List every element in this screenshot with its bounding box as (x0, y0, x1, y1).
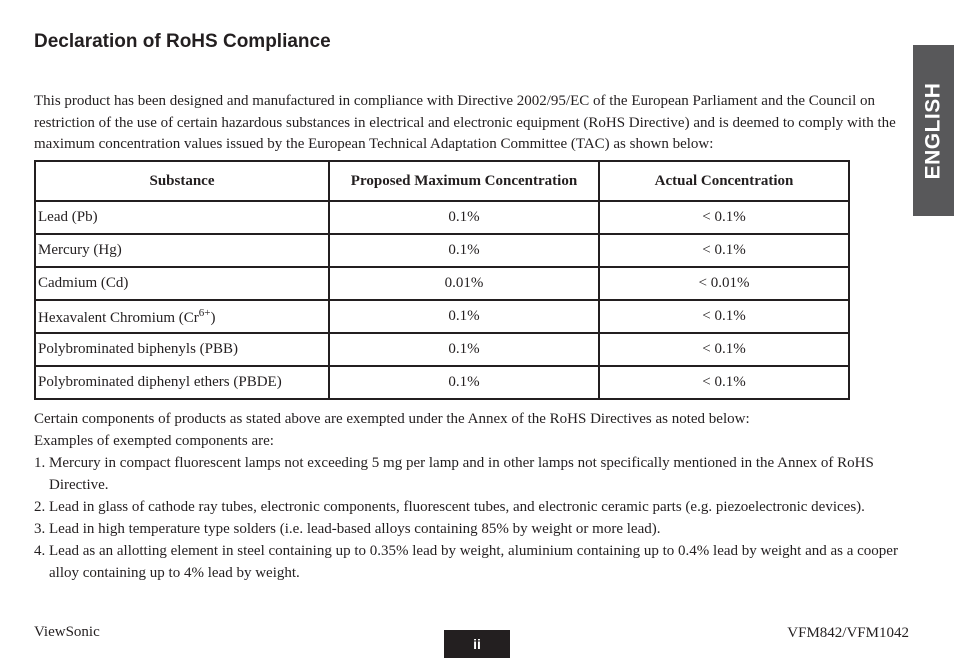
table-row (35, 267, 849, 300)
proposed-cell: 0.1% (329, 300, 599, 333)
notes-line: Examples of exempted components are: (34, 433, 274, 449)
exemption-list (34, 452, 924, 584)
list-item: 1. Mercury in compact fluorescent lamps not exceeding 5 mg per lamp and in other lamps not specifically mentioned in the Annex of RoHS Directive. (34, 455, 874, 493)
substance-cell (35, 300, 329, 333)
rohs-table (34, 160, 850, 400)
table-row (35, 366, 849, 399)
proposed-cell: 0.1% (329, 201, 599, 234)
footer-brand: ViewSonic (34, 624, 100, 640)
table-row (35, 333, 849, 366)
substance-cell: Cadmium (Cd) (35, 267, 329, 300)
actual-cell: < 0.1% (599, 300, 849, 333)
actual-cell: < 0.1% (599, 366, 849, 399)
substance-cell: Lead (Pb) (35, 201, 329, 234)
header-actual: Actual Concentration (599, 161, 849, 201)
table-row (35, 300, 849, 333)
language-tab (913, 45, 954, 216)
list-item: 3. Lead in high temperature type solders (i.e. lead-based alloys containing 85% by weight or more lead). (34, 521, 661, 537)
actual-cell: < 0.1% (599, 333, 849, 366)
page-number: ii (444, 630, 510, 658)
header-substance: Substance (35, 161, 329, 201)
language-tab-label: ENGLISH (921, 82, 945, 179)
header-proposed: Proposed Maximum Concentration (329, 161, 599, 201)
notes-line: Certain components of products as stated above are exempted under the Annex of the RoHS Directives as noted below: (34, 411, 750, 427)
actual-cell: < 0.1% (599, 234, 849, 267)
exemption-notes (34, 408, 924, 584)
substance-cell: Polybrominated diphenyl ethers (PBDE) (35, 366, 329, 399)
substance-suffix: ) (210, 309, 216, 326)
table-row (35, 234, 849, 267)
substance-cell: Mercury (Hg) (35, 234, 329, 267)
table-row (35, 201, 849, 234)
actual-cell: < 0.01% (599, 267, 849, 300)
footer-model: VFM842/VFM1042 (787, 625, 909, 641)
list-item: 4. Lead as an allotting element in steel containing up to 0.35% lead by weight, aluminium containing up to 0.4% lead by weight and as a cooper alloy containing up to 4% lead by weight. (34, 543, 898, 581)
page-title: Declaration of RoHS Compliance (34, 31, 331, 52)
list-item: 2. Lead in glass of cathode ray tubes, electronic components, fluorescent tubes, and electronic ceramic parts (e.g. piezoelectronic devices). (34, 499, 865, 515)
intro-paragraph: This product has been designed and manufactured in compliance with Directive 2002/95/EC of the European Parliament and the Council on restriction of the use of certain hazardous substances in electrical and electronic equipment (RoHS Directive) and is deemed to comply with the maximum concentration values issued by the European Technical Adaptation Committee (TAC) as shown below: (34, 93, 896, 152)
actual-cell: < 0.1% (599, 201, 849, 234)
proposed-cell: 0.01% (329, 267, 599, 300)
oxidation-state: 6+ (198, 306, 211, 319)
substance-cell: Polybrominated biphenyls (PBB) (35, 333, 329, 366)
substance-text: Hexavalent Chromium (Cr (38, 309, 199, 326)
proposed-cell: 0.1% (329, 366, 599, 399)
proposed-cell: 0.1% (329, 333, 599, 366)
proposed-cell: 0.1% (329, 234, 599, 267)
table-header-row (35, 161, 849, 201)
